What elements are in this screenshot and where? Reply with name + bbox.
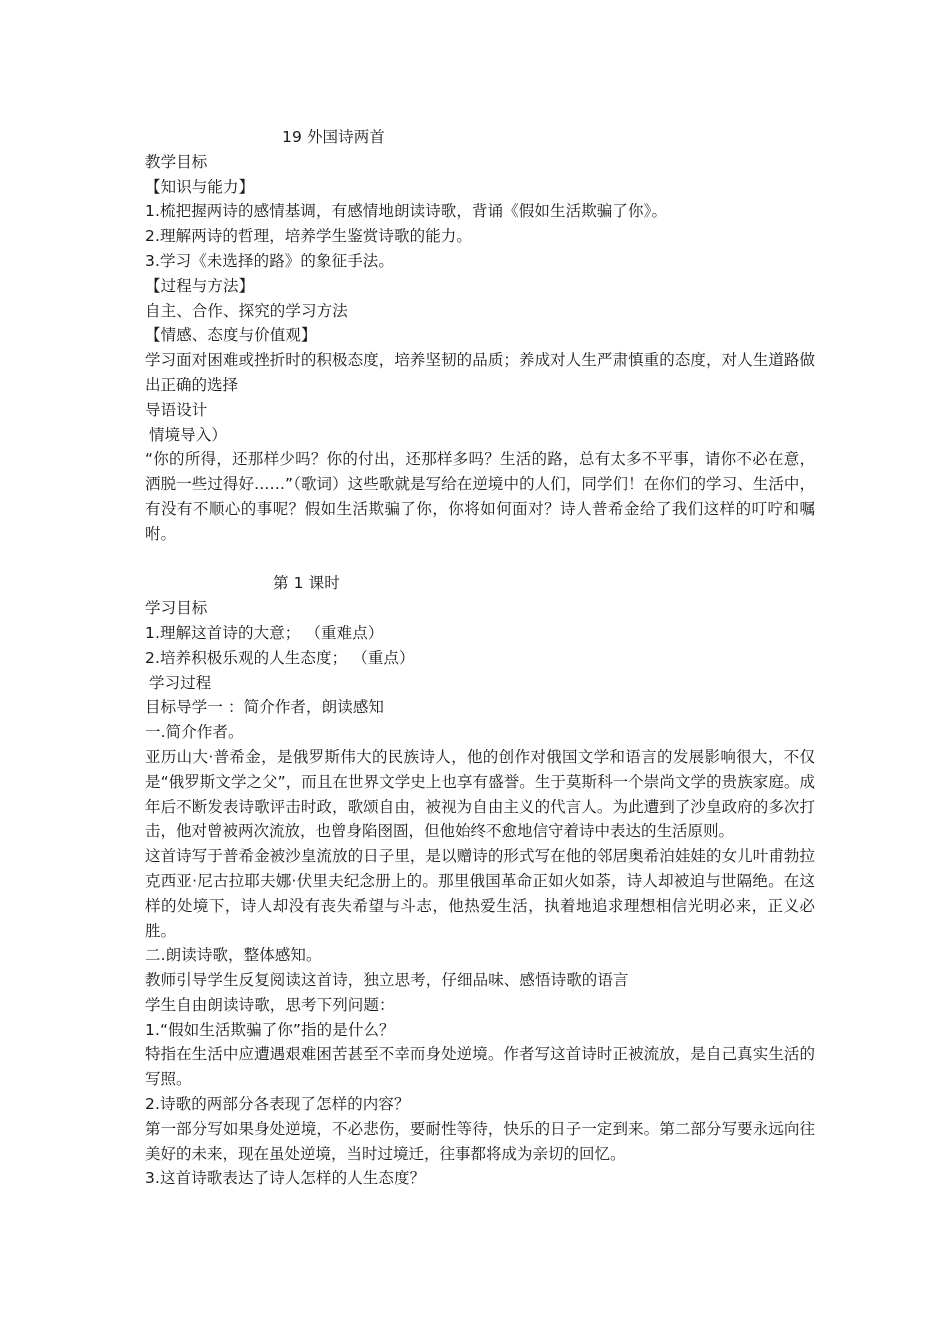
question-3: 3.这首诗歌表达了诗人怎样的人生态度？	[145, 1169, 426, 1188]
process-heading: 【过程与方法】	[145, 276, 255, 295]
question-2: 2.诗歌的两部分各表现了怎样的内容？	[145, 1095, 410, 1114]
section-one-heading: 一.简介作者。	[145, 723, 244, 742]
intro-heading: 导语设计	[145, 400, 208, 419]
teacher-guide-text: 教师引导学生反复阅读这首诗，独立思考，仔细品味、感悟诗歌的语言	[145, 971, 629, 990]
author-paragraph: 亚历山大·普希金，是俄罗斯伟大的民族诗人，他的创作对俄国文学和语言的发展影响很大，不仅是“俄罗斯文学之父”，而且在世界文学史上也享有盛誉。生于莫斯科一个崇尚文学的贵族家庭。成年后不断发表诗歌评击时政，歌颂自由，被视为自由主义的代言人。为此遭到了沙皇政府的多次打击，他对曾被两次流放，也曾身陷囹圄，但他始终不愈地信守着诗中表达的生活原则。	[145, 747, 815, 841]
guide-one: 目标导学一 ：简介作者，朗读感知	[145, 698, 385, 717]
answer-2: 第一部分写如果身处逆境，不必悲伤，要耐性等待，快乐的日子一定到来。第二部分写要永远向往美好的未来，现在虽处逆境，当时过境迁，往事都将成为亲切的回忆。	[145, 1119, 815, 1163]
document-body	[145, 125, 815, 1191]
process-text: 自主、合作、探究的学习方法	[145, 301, 348, 320]
poem-background-paragraph: 这首诗写于普希金被沙皇流放的日子里，是以赠诗的形式写在他的邻居奥希泊娃娃的女儿叶甫勃拉克西亚·尼古拉耶夫娜·伏里夫纪念册上的。那里俄国革命正如火如荼，诗人却被迫与世隔绝。在这样的处境下，诗人却没有丧失希望与斗志，他热爱生活，执着地追求理想相信光明必来，正义必胜。	[145, 847, 815, 940]
lesson-title: 第 1 课时	[273, 574, 340, 593]
question-1: 1.“假如生活欺骗了你”指的是什么？	[145, 1020, 395, 1039]
knowledge-heading: 【知识与能力】	[145, 177, 255, 196]
answer-1: 特指在生活中应遭遇艰难困苦甚至不幸而身处逆境。作者写这首诗时正被流放，是自己真实生活的写照。	[145, 1045, 815, 1089]
knowledge-item: 3.学习《未选择的路》的象征手法。	[145, 251, 394, 270]
emotion-text: 学习面对困难或挫折时的积极态度，培养坚韧的品质；养成对人生严肃慎重的态度，对人生道路做出正确的选择	[145, 351, 815, 394]
study-goal-item: 2.培养积极乐观的人生态度； （重点）	[145, 648, 415, 667]
teaching-goals-heading: 教学目标	[145, 152, 208, 171]
emotion-heading: 【情感、态度与价值观】	[145, 326, 317, 345]
student-read-text: 学生自由朗读诗歌，思考下列问题：	[145, 995, 395, 1014]
study-goals-heading: 学习目标	[145, 599, 208, 618]
knowledge-item: 1.梳把握两诗的感情基调，有感情地朗读诗歌，背诵《假如生活欺骗了你》。	[145, 202, 668, 221]
intro-subheading: 情境导入）	[149, 425, 228, 444]
knowledge-item: 2.理解两诗的哲理，培养学生鉴赏诗歌的能力。	[145, 227, 472, 246]
section-two-heading: 二.朗读诗歌，整体感知。	[145, 946, 322, 965]
document-title: 19 外国诗两首	[282, 128, 385, 146]
blank-line	[145, 547, 815, 572]
study-process-heading: 学习过程	[149, 673, 212, 692]
study-goal-item: 1.理解这首诗的大意； （重难点）	[145, 623, 384, 642]
intro-text: “你的所得，还那样少吗？你的付出，还那样多吗？生活的路，总有太多不平事，请你不必在意，洒脱一些过得好……”（歌词）这些歌就是写给在逆境中的人们，同学们！在你们的学习、生活中，有没有不顺心的事呢？假如生活欺骗了你，你将如何面对？诗人普希金给了我们这样的叮咛和嘱咐。	[145, 450, 815, 543]
